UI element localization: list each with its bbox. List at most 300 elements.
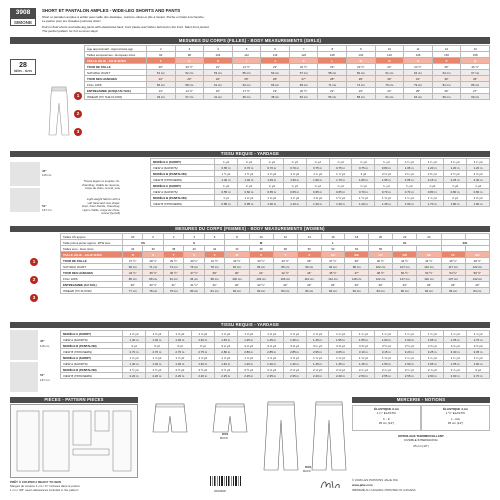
measure-inch-cell: 22"	[261, 64, 290, 70]
yardage-yd-cell: 1 ⅝ yd	[191, 331, 214, 337]
yardage-yd-cell: 1 ½ yd	[352, 195, 375, 201]
yardage-yd-cell: 3 ½ yd	[375, 343, 398, 349]
us-size-cell: 10	[249, 234, 273, 240]
yardage-m-cell: 2.20 m	[168, 373, 191, 379]
yardage-yd-cell: 3 ¼ yd	[306, 343, 329, 349]
measure-inch-cell: 32"	[432, 76, 461, 82]
measure-inch-cell: 21 ½"	[232, 64, 261, 70]
yardage-m-cell: 2.80 m	[214, 349, 237, 355]
table-row	[151, 201, 490, 207]
yardage-m-cell: 2.60 m	[421, 373, 444, 379]
yardage-m-cell: 1.45 m	[329, 361, 352, 367]
measure-inch-cell: 14 ½"	[175, 88, 204, 94]
yardage-view-label: MODÈLE B (PANTALON)	[61, 367, 123, 373]
measure-inch-cell: 33"	[417, 282, 441, 288]
yardage-yd-cell: 2 ½ yd	[237, 367, 260, 373]
yardage-yd-cell: ¾ yd	[306, 159, 329, 165]
yardage-yd-cell: 1 ⅝ yd	[145, 355, 168, 361]
measure-cm-cell: 86 cm	[461, 82, 490, 88]
measure-inch-cell: 31 ½"	[184, 282, 204, 288]
measure-cm-cell: 91 cm	[163, 276, 183, 282]
jalie-size-cell: EE	[417, 252, 441, 258]
yardage-yd-cell: 2 ⅝ yd	[466, 171, 489, 177]
yardage-m-cell: 1.40 m	[191, 361, 214, 367]
pattern-pieces-illustration	[15, 409, 135, 475]
yardage-m-cell: 2.25 m	[214, 373, 237, 379]
yardage-m-cell: 1.50 m	[375, 361, 398, 367]
yardage-view-label-en: VIEW A (SHORTS)	[151, 165, 215, 171]
measure-inch-cell: 36"	[297, 258, 321, 264]
fabric-note-line: soft hand and nice drape:	[87, 200, 120, 205]
measure-inch-cell: 56 ½"	[465, 270, 489, 276]
measure-inch-cell: 39"	[204, 270, 224, 276]
yardage-yd-cell: 1 ¾ yd	[421, 331, 444, 337]
yardage-m-cell: 2.20 m	[191, 373, 214, 379]
women-measurements-band: MESURES DU CORPS (FEMMES) - BODY MEASUREMENTS (WOMEN)	[10, 226, 490, 232]
measure-cm-cell: 79 cm	[163, 288, 183, 294]
yardage-yd-cell: 1 ¾ yd	[398, 355, 421, 361]
measure-inch-cell: 28"	[318, 76, 347, 82]
pattern-pieces-diagram	[10, 404, 138, 478]
measurement-number-badge: 1	[30, 258, 38, 266]
yardage-m-cell: 2.05 m	[398, 177, 421, 183]
yardage-yd-cell: 3 ⅝ yd	[467, 343, 490, 349]
measure-inch-cell: 34"	[461, 76, 490, 82]
measure-cm-cell: 86 cm	[273, 264, 297, 270]
jalie-size-cell: S	[143, 252, 163, 258]
yardage-yd-cell: ⅞ yd	[466, 183, 489, 189]
shorts-back-label-en: BACK	[220, 436, 228, 440]
fabric-width-54-cm: 137 cm	[42, 208, 52, 212]
fabric-note-en	[60, 198, 120, 216]
jalie-size-cell: P	[432, 58, 461, 64]
fabric-width-45-women: 45"	[40, 339, 45, 343]
measure-inch-cell: 29"	[347, 76, 376, 82]
measure-inch-cell: 52 ½"	[417, 270, 441, 276]
euro-size-cell: 140	[375, 52, 404, 58]
yardage-yd-cell: 2 ⅝ yd	[260, 367, 283, 373]
yardage-yd-cell: 1 ⅝ yd	[329, 355, 352, 361]
euro-size-label: Tailles européennes - European sizes	[85, 52, 147, 58]
yardage-view-label-en: VIEW B (TROUSERS)	[151, 201, 215, 207]
measure-inch-cell: 34 ½"	[273, 258, 297, 264]
yardage-m-cell: 0.85 m	[215, 201, 238, 207]
yardage-m-cell: 1.40 m	[237, 177, 260, 183]
measure-inch-cell: 33"	[321, 282, 345, 288]
yardage-yd-cell: 3 yd	[145, 343, 168, 349]
measure-inch-cell: 48 ½"	[465, 258, 489, 264]
jalie-size-cell: GG	[465, 252, 489, 258]
measure-cm-cell: 84 cm	[393, 288, 417, 294]
measure-cm-cell: 58 cm	[318, 70, 347, 76]
measure-inch-cell: 20"	[147, 64, 176, 70]
measure-cm-cell: 84 cm	[441, 288, 465, 294]
measure-cm-cell: 89 cm	[143, 276, 163, 282]
yardage-m-cell: 1.40 m	[145, 361, 168, 367]
jalie-size-cell: O	[404, 58, 433, 64]
barcode-number: 2003908	[214, 489, 226, 493]
yardage-yd-cell: 2 ⅝ yd	[306, 367, 329, 373]
yardage-yd-cell: ¾ yd	[329, 183, 352, 189]
sizes-count-label: tailles - sizes	[13, 69, 33, 73]
yardage-m-cell: 3.05 m	[329, 349, 352, 355]
yardage-yd-cell: 1 yd	[215, 195, 238, 201]
description-fr	[42, 15, 232, 23]
fabric-note-line: rayon challis, crepe de chine,	[82, 207, 120, 212]
measure-inch-cell: 32 ½"	[249, 282, 273, 288]
measure-cm-cell: 56 cm	[261, 70, 290, 76]
yardage-m-cell: 0.75 m	[329, 165, 352, 171]
fabric-width-54-cm-women: 137 cm	[40, 378, 50, 382]
yardage-yd-cell: 1 ⅝ yd	[123, 331, 146, 337]
notions-elastic-block	[352, 405, 490, 431]
yardage-yd-cell: 1 ⅝ yd	[283, 355, 306, 361]
yardage-m-cell: 3.10 m	[352, 349, 375, 355]
yardage-view-label: MODÈLE B (PANTALON)	[151, 195, 215, 201]
measure-inch-cell: 42 ½"	[393, 258, 417, 264]
yardage-m-cell: 2.80 m	[237, 349, 260, 355]
measure-label-en: FULL HIPS	[61, 276, 123, 282]
yardage-m-cell: 1.40 m	[237, 361, 260, 367]
jalie-size-cell: Z	[297, 252, 321, 258]
sizes-count: 28	[19, 62, 27, 69]
measure-inch-cell: 24"	[375, 88, 404, 94]
measure-cm-cell: 56 cm	[318, 94, 347, 100]
website-link[interactable]: www.jalie.com	[352, 483, 373, 487]
measure-cm-cell: 58 cm	[347, 94, 376, 100]
age-cell: 5	[232, 46, 261, 52]
yardage-yd-cell: 1 ¼ yd	[421, 159, 444, 165]
yardage-m-cell: 2.70 m	[467, 373, 490, 379]
measure-inch-cell: 30"	[123, 282, 143, 288]
measure-inch-cell: 32"	[225, 282, 249, 288]
yardage-m-cell: 1.40 m	[214, 361, 237, 367]
fabric-note-line: tencel (lyocell)	[101, 211, 120, 216]
rtw-size-cell: 2XL	[441, 240, 489, 246]
yardage-yd-cell: 1 ¼ yd	[283, 195, 306, 201]
pattern-name: SIMONE	[10, 18, 36, 26]
yardage-m-cell: 1.80 m	[444, 201, 467, 207]
yardage-m-cell: 1.40 m	[352, 201, 375, 207]
measure-cm-cell: 69 cm	[461, 94, 490, 100]
yardage-yd-cell: ¾ yd	[352, 159, 375, 165]
yardage-yd-cell: 3 ⅜ yd	[352, 343, 375, 349]
measure-cm-cell: 64 cm	[432, 70, 461, 76]
yardage-yd-cell: 2 ¾ yd	[375, 367, 398, 373]
euro-size-cell: 34	[123, 246, 143, 252]
yardage-m-cell: 1.60 m	[398, 201, 421, 207]
yardage-m-cell: 2.40 m	[306, 373, 329, 379]
yardage-m-cell: 0.65 m	[215, 165, 238, 171]
women-measurements-table	[60, 233, 490, 294]
measure-inch-cell: 16"	[204, 88, 233, 94]
yardage-yd-cell: 1 ¾ yd	[444, 355, 467, 361]
yardage-m-cell: 1.60 m	[467, 361, 490, 367]
measure-inch-cell: 27"	[289, 76, 318, 82]
age-cell: 3	[175, 46, 204, 52]
yardage-view-label-en: VIEW A (SHORTS)	[61, 361, 123, 367]
fabric-width-45-cm: 115 cm	[42, 173, 52, 177]
age-cell: 8	[318, 46, 347, 52]
yardage-yd-cell: ¾ yd	[260, 159, 283, 165]
notions-length-1: 35 cm (14")	[378, 421, 395, 425]
yardage-m-cell: 0.80 m	[421, 189, 444, 195]
rtw-size-label: Taille prêt-à-porter approx. RTW size	[61, 240, 123, 246]
measure-inch-cell: 39"	[345, 258, 369, 264]
yardage-m-cell: 0.55 m	[215, 189, 238, 195]
yardage-m-cell: 1.90 m	[466, 201, 489, 207]
notions-elastic-b-fr: ÉLASTIQUE 4 cm	[443, 407, 468, 411]
yardage-yd-cell: 2 ⅝ yd	[283, 367, 306, 373]
yardage-m-cell: 0.65 m	[329, 189, 352, 195]
euro-size-label: Tailles euro - Euro sizes	[61, 246, 123, 252]
measure-cm-cell: 117 cm	[441, 264, 465, 270]
yardage-m-cell: 3.15 m	[375, 349, 398, 355]
description-en-line: The perfect pattern for hot summer days!	[42, 29, 99, 34]
measure-cm-cell: 84 cm	[321, 288, 345, 294]
euro-size-cell: 46	[249, 246, 273, 252]
yardage-m-cell: 1.65 m	[421, 337, 444, 343]
yardage-m-cell: 3.30 m	[444, 349, 467, 355]
measure-cm-cell: 61 cm	[375, 70, 404, 76]
measure-inch-cell: 41"	[249, 270, 273, 276]
notions-elastic-a-en: 1 ¼" ELASTIC	[376, 411, 397, 415]
measure-inch-cell: 29 ½"	[163, 258, 183, 264]
measure-cm-cell: 77 cm	[123, 288, 143, 294]
yardage-yd-cell: 1 ¼ yd	[444, 159, 467, 165]
jalie-size-cell: I	[232, 58, 261, 64]
yardage-m-cell: 1.20 m	[306, 201, 329, 207]
measure-cm-cell: 122 cm	[465, 264, 489, 270]
yardage-yd-cell: 2 ⅞ yd	[444, 367, 467, 373]
yardage-yd-cell: ¾ yd	[375, 159, 398, 165]
measure-label-en: INSEAM (TO THE FLOOR)	[85, 94, 147, 100]
yardage-m-cell: 0.70 m	[283, 165, 306, 171]
measure-inch-cell: 48 ½"	[368, 270, 392, 276]
measure-cm-cell: 84 cm	[417, 288, 441, 294]
yardage-m-cell: 0.65 m	[283, 189, 306, 195]
yardage-yd-cell: 1 ¾ yd	[467, 355, 490, 361]
yardage-yd-cell: 1 ⅝ yd	[306, 355, 329, 361]
measure-inch-cell: 23"	[347, 88, 376, 94]
us-size-cell: 24	[417, 234, 441, 240]
yardage-yd-cell: 1 ⅝ yd	[375, 195, 398, 201]
yardage-m-cell: 1.45 m	[375, 201, 398, 207]
yardage-m-cell: 1.20 m	[444, 165, 467, 171]
us-size-cell: 8	[225, 234, 249, 240]
measure-inch-cell: 46 ½"	[441, 258, 465, 264]
table-row	[61, 373, 490, 379]
yardage-yd-cell: 1 ⅝ yd	[214, 331, 237, 337]
yardage-m-cell: 1.45 m	[306, 361, 329, 367]
yardage-yd-cell: 1 ¼ yd	[398, 159, 421, 165]
yardage-m-cell: 1.55 m	[421, 361, 444, 367]
measure-cm-cell: 33 cm	[147, 94, 176, 100]
measure-inch-cell: 24 ½"	[404, 64, 433, 70]
yardage-yd-cell: 2 ⅞ yd	[421, 367, 444, 373]
measure-cm-cell: 118 cm	[345, 276, 369, 282]
notions-elastic-a-fr: ÉLASTIQUE 3 cm	[374, 407, 399, 411]
age-cell: 2	[147, 46, 176, 52]
yardage-yd-cell: ⅞ yd	[444, 183, 467, 189]
yardage-yd-cell: ⅞ yd	[421, 183, 444, 189]
measure-cm-cell: 78 cm	[204, 264, 224, 270]
jalie-size-cell: W	[225, 252, 249, 258]
age-cell: 9	[347, 46, 376, 52]
measure-cm-cell: 71 cm	[143, 264, 163, 270]
yardage-m-cell: 1.50 m	[283, 177, 306, 183]
jalie-size-cell: N	[375, 58, 404, 64]
measure-cm-cell: 103 cm	[249, 276, 273, 282]
yardage-yd-cell: ¾ yd	[237, 183, 260, 189]
jalie-size-cell: F	[147, 58, 176, 64]
yardage-m-cell: 1.60 m	[375, 337, 398, 343]
euro-size-cell: 122	[289, 52, 318, 58]
jalie-size-cell: L	[318, 58, 347, 64]
measure-cm-cell: 84 cm	[465, 288, 489, 294]
measure-cm-cell: 84 cm	[297, 288, 321, 294]
yardage-m-cell: 2.40 m	[466, 177, 489, 183]
sizes-count-box	[10, 59, 36, 75]
yardage-m-cell: 2.25 m	[237, 373, 260, 379]
measure-cm-cell: 52 cm	[175, 70, 204, 76]
yardage-yd-cell: ¾ yd	[283, 183, 306, 189]
measure-inch-cell: 22 ½"	[289, 64, 318, 70]
pattern-pieces-band: PIÈCES - PATTERN PIECES	[10, 397, 138, 403]
yardage-m-cell: 2.55 m	[375, 373, 398, 379]
yardage-yd-cell: 1 ⅝ yd	[237, 331, 260, 337]
yardage-yd-cell: 3 ⅛ yd	[237, 343, 260, 349]
yardage-m-cell: 0.80 m	[375, 165, 398, 171]
notions-interfacing-fr: ENTOILAGE THERMOCOLLANT	[398, 434, 444, 438]
measure-inch-cell: 37 ½"	[184, 270, 204, 276]
measure-cm-cell: 41 cm	[204, 94, 233, 100]
jalie-size-cell: Y	[273, 252, 297, 258]
yardage-m-cell: 1.40 m	[123, 361, 146, 367]
yardage-yd-cell: ¾ yd	[398, 183, 421, 189]
us-size-cell: 6	[204, 234, 224, 240]
yardage-m-cell: 1.80 m	[352, 177, 375, 183]
yardage-yd-cell: 1 ¾ yd	[329, 331, 352, 337]
age-cell: 7	[289, 46, 318, 52]
measure-inch-cell: 30"	[375, 76, 404, 82]
yardage-m-cell: 0.60 m	[237, 189, 260, 195]
pattern-number: 3908	[10, 8, 36, 18]
yardage-m-cell: 2.70 m	[168, 349, 191, 355]
measure-inch-cell: 34 ½"	[123, 270, 143, 276]
yardage-m-cell: 1.30 m	[215, 177, 238, 183]
age-cell: 13	[461, 46, 490, 52]
euro-size-cell: 146	[404, 52, 433, 58]
measure-cm-cell: 67 cm	[461, 70, 490, 76]
fabric-width-45-cm-women: 115 cm	[40, 344, 50, 348]
measure-cm-cell: 53 cm	[204, 70, 233, 76]
yardage-m-cell: 1.40 m	[260, 361, 283, 367]
yardage-yd-cell: 1 ⅝ yd	[168, 331, 191, 337]
measure-cm-cell: 62 cm	[404, 70, 433, 76]
fabric-width-54: 54"	[42, 204, 47, 208]
shorts-back-illustration	[210, 402, 250, 442]
yardage-yd-cell: 3 ⅝ yd	[421, 343, 444, 349]
measure-cm-cell: 81 cm	[432, 82, 461, 88]
yardage-yd-cell: ¾ yd	[352, 183, 375, 189]
yardage-yd-cell: 1 ¾ yd	[398, 331, 421, 337]
us-size-cell: 18	[345, 234, 369, 240]
measure-cm-cell: 114 cm	[321, 276, 345, 282]
measure-cm-cell: 56 cm	[147, 82, 176, 88]
jalie-size-cell: K	[289, 58, 318, 64]
age-cell: 12	[432, 46, 461, 52]
yardage-m-cell: 1.70 m	[467, 337, 490, 343]
yardage-yd-cell: 1 ⅜ yd	[306, 195, 329, 201]
yardage-yd-cell: 1 ⅞ yd	[421, 195, 444, 201]
measure-cm-cell: 64 cm	[404, 94, 433, 100]
yardage-m-cell: 0.70 m	[352, 189, 375, 195]
measure-cm-cell: 83 cm	[273, 288, 297, 294]
euro-size-cell: 104	[204, 52, 233, 58]
yardage-yd-cell: 2 ⅛ yd	[466, 195, 489, 201]
age-cell: 11	[404, 46, 433, 52]
fabric-swatch-54	[10, 188, 40, 212]
measure-cm-cell: 57 cm	[289, 70, 318, 76]
yardage-yd-cell: 1 ⅝ yd	[352, 355, 375, 361]
notions-length-2: 35 cm (14")	[447, 421, 464, 425]
measurement-number-badge: 1	[74, 92, 82, 100]
us-size-cell: 0	[143, 234, 163, 240]
yardage-band-girls: TISSU REQUIS - YARDAGE	[10, 151, 490, 157]
barcode	[210, 476, 270, 490]
yardage-yd-cell: 1 ⅝ yd	[260, 355, 283, 361]
yardage-m-cell: 2.35 m	[260, 373, 283, 379]
measure-inch-cell: 25"	[432, 64, 461, 70]
notions-range-2: L - GG	[451, 417, 460, 421]
yardage-m-cell: 2.85 m	[283, 349, 306, 355]
notions-elastic-a	[352, 405, 421, 431]
jalie-size-cell: G	[175, 58, 204, 64]
yardage-table-girls	[150, 158, 490, 207]
measure-cm-cell: 66 cm	[432, 94, 461, 100]
measure-cm-cell: 98 cm	[204, 276, 224, 282]
measure-label: TOUR DES HANCHES	[85, 76, 147, 82]
measurement-number-badge: 2	[74, 110, 82, 118]
yardage-yd-cell: 1 ⅛ yd	[260, 195, 283, 201]
yardage-yd-cell: 1 ⅝ yd	[375, 355, 398, 361]
yardage-view-label-en: VIEW A (SHORTS)	[61, 337, 123, 343]
notions-elastic-b	[421, 405, 490, 431]
yardage-m-cell: 0.65 m	[260, 189, 283, 195]
table-row	[85, 94, 490, 100]
measure-inch-cell: 37 ½"	[321, 258, 345, 264]
measure-inch-cell: 31"	[163, 282, 183, 288]
euro-size-cell: 128	[318, 52, 347, 58]
yardage-m-cell: 0.95 m	[237, 201, 260, 207]
age-cell: 4	[204, 46, 233, 52]
measure-inch-cell: 26"	[432, 88, 461, 94]
notions-elastic-b-en: 1 ½" ELASTIC	[445, 411, 466, 415]
yardage-m-cell: 1.95 m	[375, 177, 398, 183]
ready-to-sew-label: PRÊT À COUPER // READY TO SEW	[10, 480, 62, 484]
yardage-yd-cell: ¾ yd	[215, 159, 238, 165]
yardage-yd-cell: 3 yd	[467, 367, 490, 373]
printed-in: IMPRIMÉ AU CANADA | PRINTED IN CANADA	[352, 488, 416, 492]
age-cell: 10	[375, 46, 404, 52]
jalie-size-cell: V	[204, 252, 224, 258]
table-row	[61, 288, 490, 294]
notions-interfacing	[352, 434, 490, 448]
shorts-back-label: DOS	[222, 432, 229, 436]
yardage-m-cell: 1.55 m	[444, 361, 467, 367]
description-fr-line: Le patron pour les chaudes journées d'été!	[42, 19, 101, 24]
